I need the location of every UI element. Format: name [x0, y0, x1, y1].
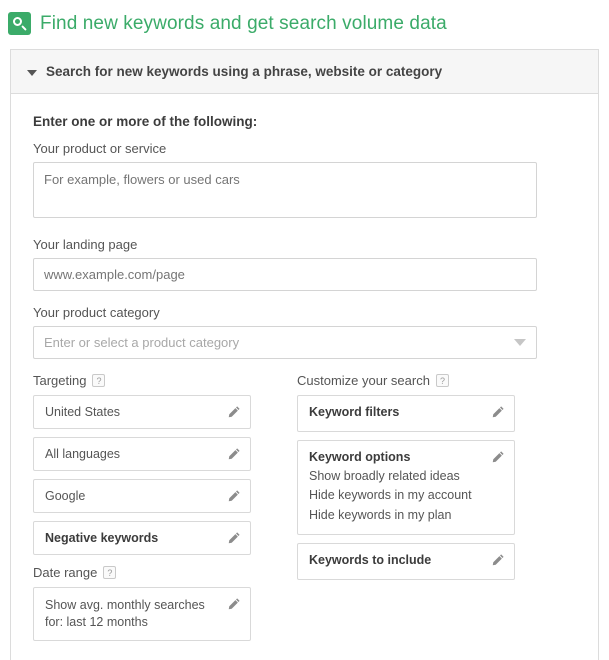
edit-pencil-icon[interactable] — [227, 597, 241, 611]
page-header — [0, 0, 609, 45]
date-range-heading-label: Date range — [33, 565, 98, 580]
edit-pencil-icon[interactable] — [491, 450, 505, 464]
edit-pencil-icon[interactable] — [227, 489, 241, 503]
product-category-group — [33, 305, 576, 359]
edit-pencil-icon[interactable] — [491, 405, 505, 419]
targeting-heading-label: Targeting — [33, 373, 87, 388]
chevron-down-icon — [514, 339, 526, 346]
customize-heading-label: Customize your search — [297, 373, 430, 388]
date-range-heading — [33, 565, 251, 580]
keyword-option-line: Hide keywords in my plan — [309, 507, 452, 522]
landing-page-group — [33, 237, 576, 291]
customize-column — [297, 373, 515, 649]
product-or-service-input[interactable] — [33, 162, 537, 218]
edit-pencil-icon[interactable] — [227, 405, 241, 419]
help-icon[interactable]: ? — [436, 374, 449, 387]
targeting-item-negative-keywords[interactable] — [33, 521, 251, 555]
panel-body — [11, 94, 598, 659]
targeting-item-languages[interactable] — [33, 437, 251, 471]
targeting-item-label: Negative keywords — [45, 531, 159, 545]
targeting-item-label: Google — [45, 489, 86, 503]
keywords-to-include-card[interactable] — [297, 543, 515, 580]
targeting-column — [33, 373, 251, 649]
targeting-item-label: All languages — [45, 447, 121, 461]
search-icon — [8, 12, 31, 35]
panel-header-label: Search for new keywords using a phrase, website or category — [46, 64, 443, 79]
keyword-options-card[interactable] — [297, 440, 515, 535]
product-category-label: Your product category — [33, 305, 160, 320]
edit-pencil-icon[interactable] — [491, 553, 505, 567]
keyword-filters-title: Keyword filters — [309, 405, 400, 419]
landing-page-label: Your landing page — [33, 237, 138, 252]
product-category-selected-value: Enter or select a product category — [44, 335, 240, 350]
panel-header-toggle[interactable] — [11, 50, 598, 94]
keyword-options-title: Keyword options — [309, 450, 411, 464]
page-title: Find new keywords and get search volume data — [40, 12, 447, 34]
keywords-to-include-title: Keywords to include — [309, 553, 432, 568]
targeting-heading — [33, 373, 251, 388]
edit-pencil-icon[interactable] — [227, 531, 241, 545]
product-category-select[interactable] — [33, 326, 537, 359]
targeting-item-label: United States — [45, 405, 121, 419]
keyword-option-line: Show broadly related ideas — [309, 469, 460, 483]
intro-text: Enter one or more of the following: — [33, 114, 258, 129]
targeting-item-network[interactable] — [33, 479, 251, 513]
help-icon[interactable]: ? — [103, 566, 116, 579]
product-or-service-label: Your product or service — [33, 141, 167, 156]
date-range-value: Show avg. monthly searches for: last 12 months — [45, 598, 205, 629]
chevron-down-icon — [27, 70, 37, 76]
options-columns — [33, 373, 576, 649]
customize-heading — [297, 373, 515, 388]
date-range-card[interactable] — [33, 587, 251, 641]
keyword-filters-card[interactable] — [297, 395, 515, 432]
product-or-service-group — [33, 141, 576, 223]
help-icon[interactable]: ? — [92, 374, 105, 387]
targeting-item-location[interactable] — [33, 395, 251, 429]
keyword-option-line: Hide keywords in my account — [309, 488, 472, 503]
search-panel — [10, 49, 599, 660]
edit-pencil-icon[interactable] — [227, 447, 241, 461]
landing-page-input[interactable] — [33, 258, 537, 291]
